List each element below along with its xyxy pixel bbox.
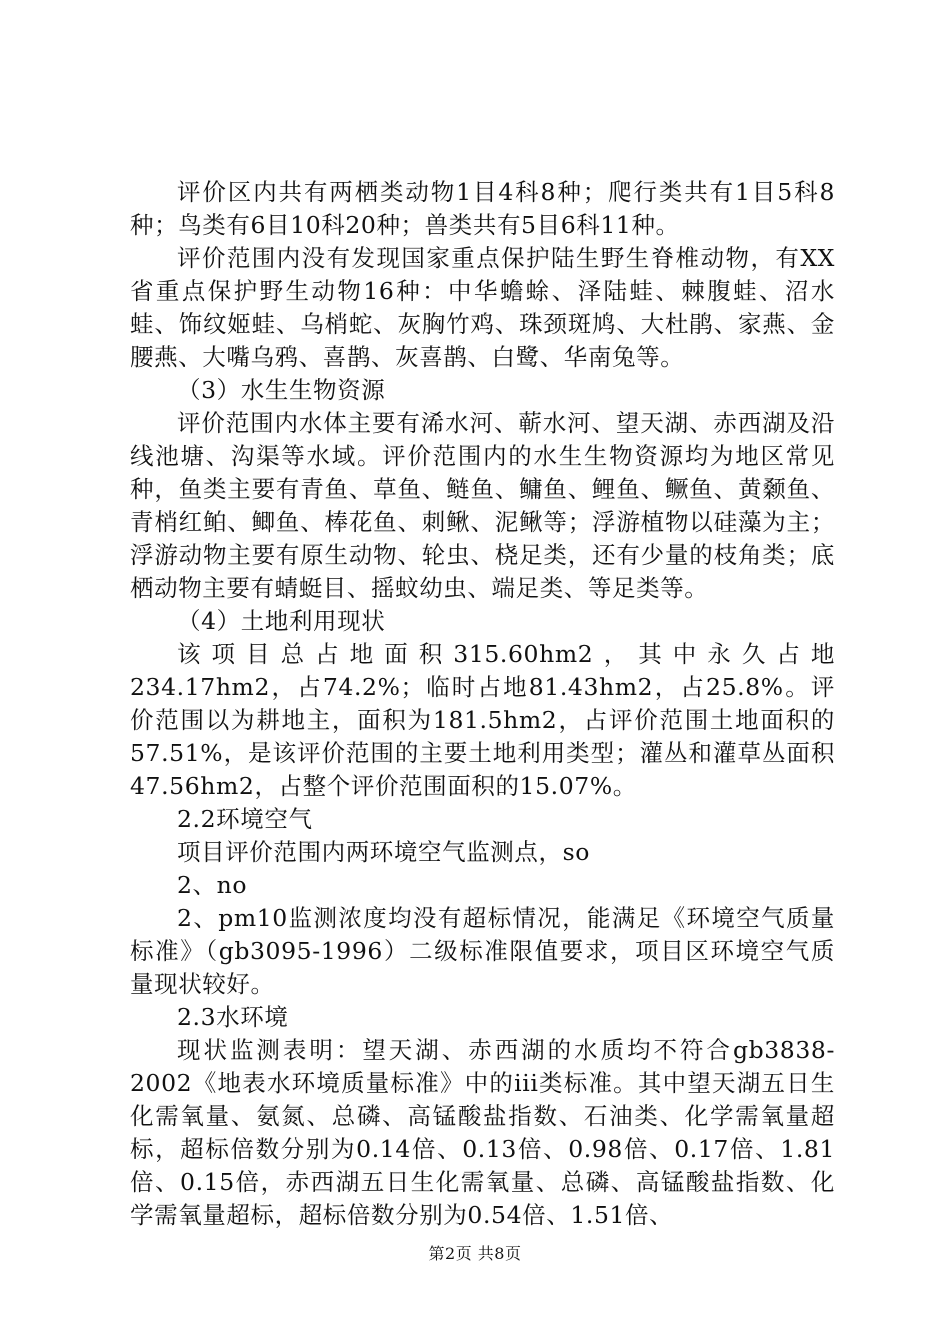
paragraph-water-monitoring: 现状监测表明：望天湖、赤西湖的水质均不符合gb3838-2002《地表水环境质量标准》中的iii类标准。其中望天湖五日生化需氧量、氨氮、总磷、高锰酸盐指数、石油类、化学需氧量超标，超标倍数分别为0.14倍、0.13倍、0.98倍、0.17倍、1.81倍、0.15倍，赤西湖五日生化需氧量、总磷、高锰酸盐指数、化学需氧量超标，超标倍数分别为0.54倍、1.51倍、 — [130, 1036, 835, 1229]
paragraph-air-monitoring: 项目评价范围内两环境空气监测点，so — [177, 838, 591, 866]
page-number-footer: 第2页 共8页 — [428, 1244, 522, 1263]
document-body — [130, 176, 835, 1232]
heading-aquatic-resources: （3）水生生物资源 — [177, 376, 386, 404]
paragraph-air-no: 2、no — [177, 871, 248, 899]
heading-ambient-air: 2.2环境空气 — [177, 805, 313, 833]
paragraph-protected-wildlife: 评价范围内没有发现国家重点保护陆生野生脊椎动物，有XX省重点保护野生动物16种：中华蟾蜍、泽陆蛙、棘腹蛙、沼水蛙、饰纹姬蛙、乌梢蛇、灰胸竹鸡、珠颈斑鸠、大杜鹃、家燕、金腰燕、大嘴乌鸦、喜鹊、灰喜鹊、白鹭、华南兔等。 — [130, 244, 835, 371]
paragraph-aquatic-resources: 评价范围内水体主要有浠水河、蕲水河、望天湖、赤西湖及沿线池塘、沟渠等水域。评价范围内的水生生物资源均为地区常见种，鱼类主要有青鱼、草鱼、鲢鱼、鳙鱼、鲤鱼、鳜鱼、黄颡鱼、青梢红鲌、鲫鱼、棒花鱼、刺鳅、泥鳅等；浮游植物以硅藻为主；浮游动物主要有原生动物、轮虫、桡足类，还有少量的枝角类；底栖动物主要有蜻蜓目、摇蚊幼虫、端足类、等足类等。 — [130, 409, 835, 602]
paragraph-air-pm10: 2、pm10监测浓度均没有超标情况，能满足《环境空气质量标准》（gb3095-1996）二级标准限值要求，项目区环境空气质量现状较好。 — [130, 904, 835, 998]
paragraph-land-use: 该项目总占地面积315.60hm2，其中永久占地234.17hm2，占74.2%；临时占地81.43hm2，占25.8%。评价范围以为耕地主，面积为181.5hm2，占评价范围土地面积的57.51%，是该评价范围的主要土地利用类型；灌丛和灌草丛面积47.56hm2，占整个评价范围面积的15.07%。 — [130, 640, 835, 800]
heading-land-use: （4）土地利用现状 — [177, 607, 386, 635]
heading-water-environment: 2.3水环境 — [177, 1003, 289, 1031]
paragraph-animal-counts: 评价区内共有两栖类动物1目4科8种；爬行类共有1目5科8种；鸟类有6目10科20种；兽类共有5目6科11种。 — [130, 178, 835, 239]
